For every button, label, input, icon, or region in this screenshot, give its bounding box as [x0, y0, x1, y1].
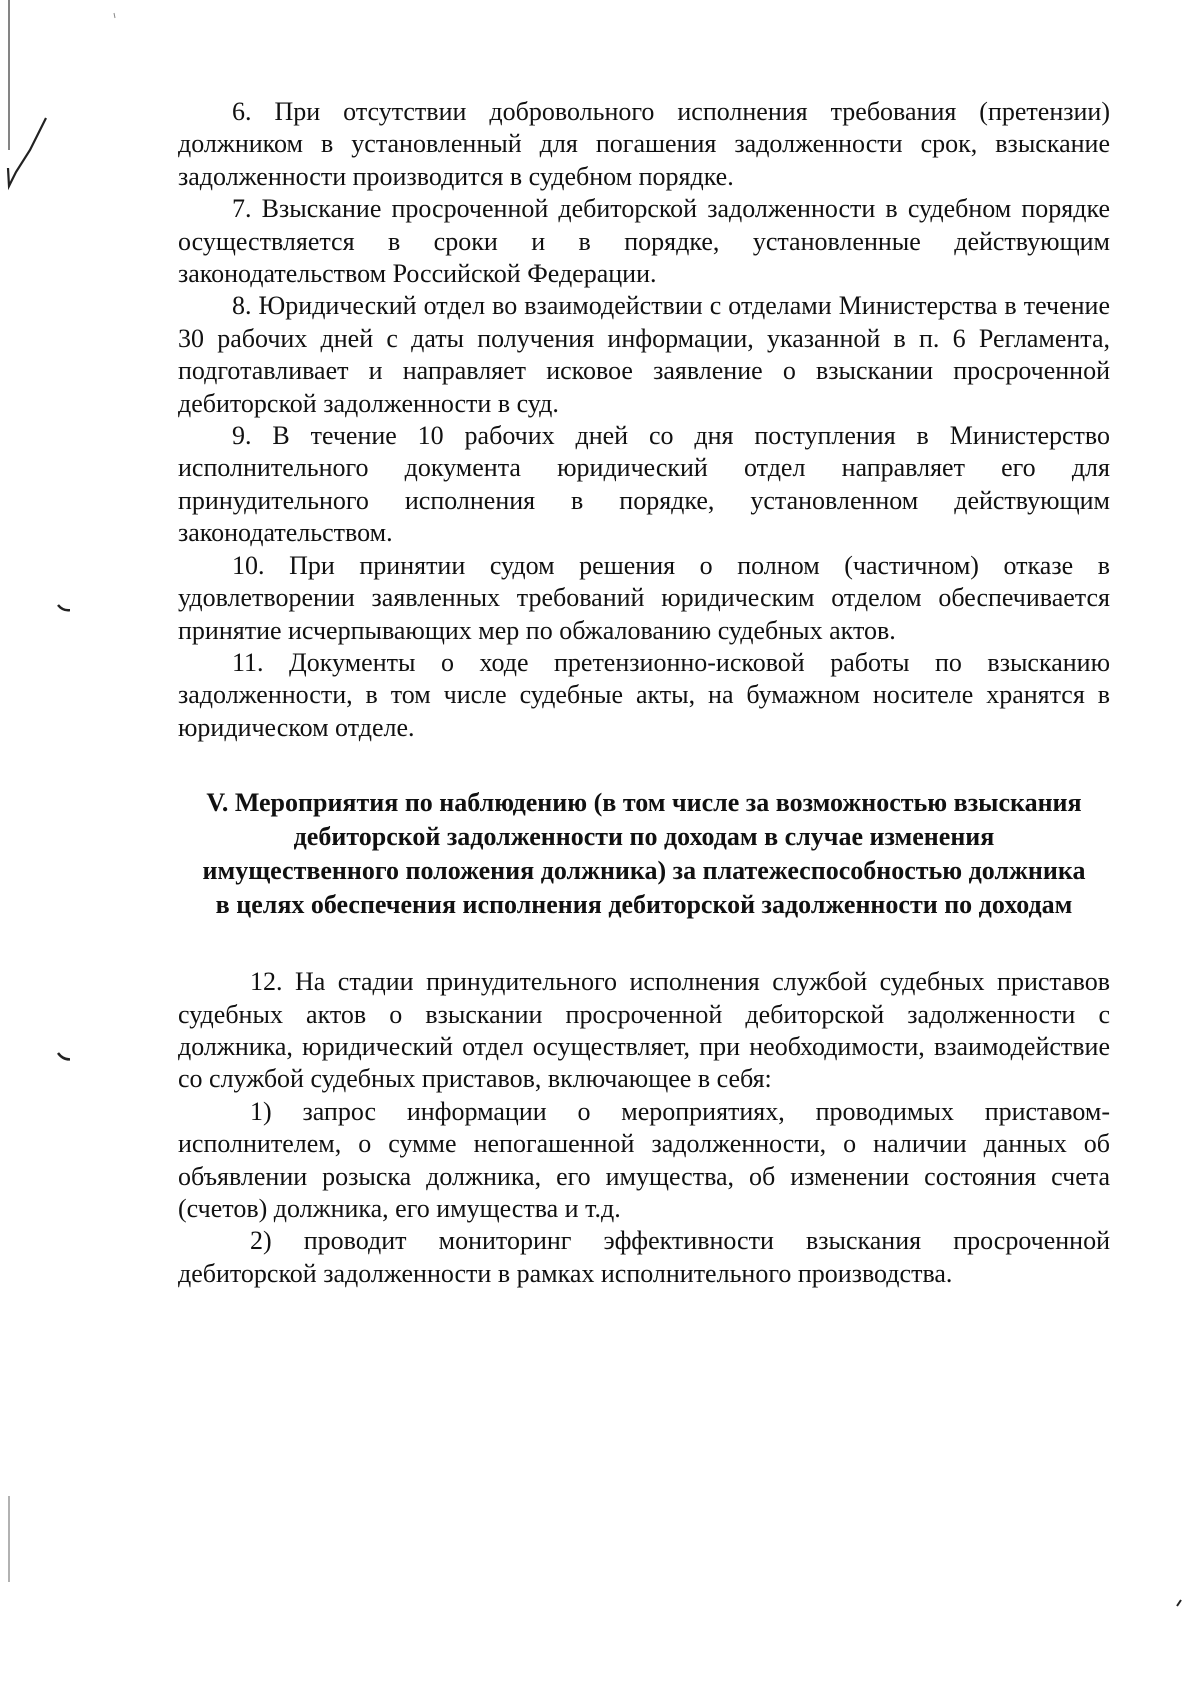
- document-body: [178, 96, 1110, 1290]
- section-title: V. Мероприятия по наблюдению (в том числе за возможностью взыскания дебиторской задолженности по доходам в случае изменения имущественного положения должника) за платежеспособностью должника в целях обеспечения исполнения дебиторской задолженности по доходам: [202, 788, 1086, 920]
- paragraph-8: 8. Юридический отдел во взаимодействии с отделами Министерства в течение 30 рабочих дней с даты получения информации, указанной в п. 6 Регламента, подготавливает и направляет исковое заявление о взыскании просроченной дебиторской задолженности в суд.: [178, 291, 1110, 418]
- top-dot-mark: [112, 12, 118, 20]
- paragraph-12: 12. На стадии принудительного исполнения службой судебных приставов судебных актов о взыскании просроченной дебиторской задолженности с должника, юридический отдел осуществляет, при необходимости, взаимодействие со службой судебных приставов, включающее в себя:: [178, 967, 1110, 1094]
- paragraph-7: 7. Взыскание просроченной дебиторской задолженности в судебном порядке осуществляется в сроки и в порядке, установленные действующим законодательством Российской Федерации.: [178, 194, 1110, 289]
- corner-dot-mark: [1176, 1596, 1186, 1608]
- paragraph-9: 9. В течение 10 рабочих дней со дня поступления в Министерство исполнительного документа юридический отдел направляет его для принудительного исполнения в порядке, установленном действующим законодательством.: [178, 421, 1110, 548]
- paragraph-10: 10. При принятии судом решения о полном (частичном) отказе в удовлетворении заявленных требований юридическим отделом обеспечивается принятие исчерпывающих мер по обжалованию судебных актов.: [178, 550, 1110, 645]
- list-item-2: 2) проводит мониторинг эффективности взыскания просроченной дебиторской задолженности в рамках исполнительного производства.: [178, 1226, 1110, 1288]
- paragraph-11: 11. Документы о ходе претензионно-исковой работы по взысканию задолженности, в том числе судебные акты, на бумажном носителе хранятся в юридическом отделе.: [178, 647, 1110, 742]
- paragraph-6: 6. При отсутствии добровольного исполнения требования (претензии) должником в установленный для погашения задолженности срок, взыскание задолженности производится в судебном порядке.: [178, 97, 1110, 191]
- list-item-1: 1) запрос информации о мероприятиях, проводимых приставом-исполнителем, о сумме непогашенной задолженности, о наличии данных об объявлении розыска должника, его имущества, об изменении состояния счета (счетов) должника, его имущества и т.д.: [178, 1096, 1110, 1223]
- left-margin-pen-mark: [0, 0, 70, 1694]
